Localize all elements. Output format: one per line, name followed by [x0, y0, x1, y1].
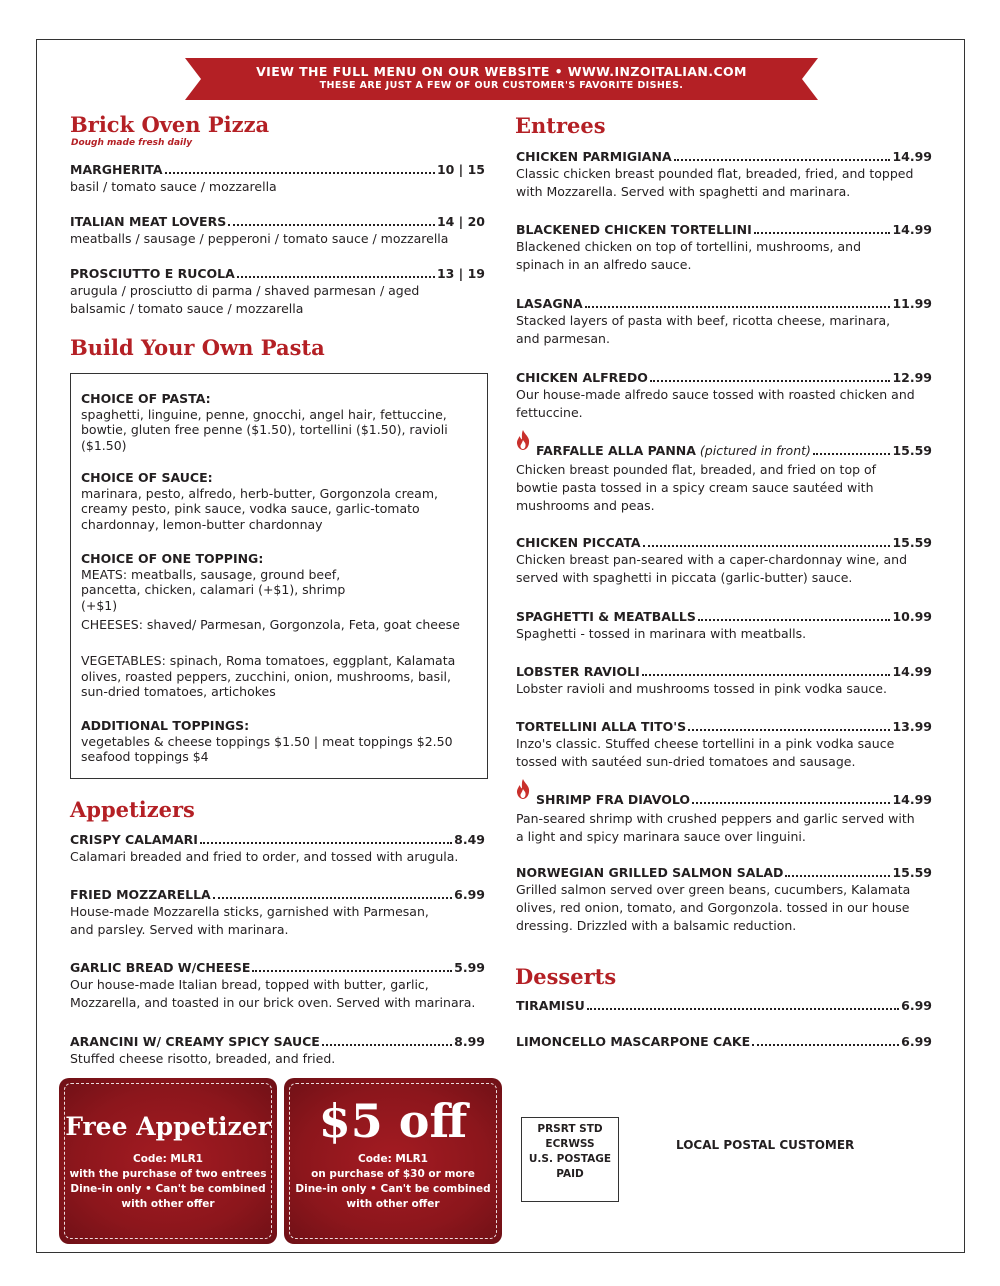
menu-item: [516, 664, 932, 698]
coupon-line-3: with other offer: [121, 1198, 215, 1210]
item-price: 8.49: [454, 832, 485, 847]
item-price: 11.99: [892, 296, 932, 311]
item-price: 14.99: [892, 149, 932, 164]
menu-item: [516, 149, 932, 201]
choice-pasta-text: spaghetti, linguine, penne, gnocchi, angel hair, fettuccine, bowtie, gluten free penne ($1.50), tortellini ($1.50), ravioli ($1.50): [81, 406, 448, 453]
item-description: meatballs / sausage / pepperoni / tomato sauce / mozzarella: [70, 231, 449, 246]
local-postal-customer: LOCAL POSTAL CUSTOMER: [676, 1138, 855, 1152]
coupon-line-1: on purchase of $30 or more: [311, 1168, 475, 1180]
item-name: BLACKENED CHICKEN TORTELLINI: [516, 222, 752, 237]
item-name: SPAGHETTI & MEATBALLS: [516, 609, 696, 624]
item-name: LASAGNA: [516, 296, 583, 311]
pizza-note: Dough made fresh daily: [71, 138, 193, 148]
choice-pasta-heading: CHOICE OF PASTA:: [81, 391, 211, 406]
item-price: 13.99: [892, 719, 932, 734]
item-description: arugula / prosciutto di parma / shaved parmesan / aged balsamic / tomato sauce / mozzarella: [70, 283, 420, 316]
menu-item: [516, 1034, 932, 1049]
coupon-free-appetizer[interactable]: [59, 1078, 277, 1244]
item-note: (pictured in front): [699, 443, 811, 458]
item-price: 14.99: [892, 664, 932, 679]
item-description: Blackened chicken on top of tortellini, mushrooms, and spinach in an alfredo sauce.: [516, 239, 862, 272]
choice-of-topping: [81, 551, 481, 613]
postage-line-1: PRSRT STD: [537, 1123, 603, 1135]
coupon-line-1: with the purchase of two entrees: [69, 1168, 267, 1180]
banner-line-2: THESE ARE JUST A FEW OF OUR CUSTOMER'S FAVORITE DISHES.: [319, 80, 684, 91]
item-description: Our house-made alfredo sauce tossed with roasted chicken and fettuccine.: [516, 387, 915, 420]
menu-item: [70, 960, 485, 1012]
item-name: MARGHERITA: [70, 162, 163, 177]
coupon-line-2: Dine-in only • Can't be combined: [70, 1183, 266, 1195]
item-price: 5.99: [454, 960, 485, 975]
additional-line-2: seafood toppings $4: [81, 749, 209, 764]
item-name: PROSCIUTTO E RUCOLA: [70, 266, 235, 281]
item-price: 6.99: [901, 1034, 932, 1049]
coupon-five-off[interactable]: [284, 1078, 502, 1244]
item-price: 15.59: [892, 535, 932, 550]
menu-item: [70, 162, 485, 196]
choice-sauce-heading: CHOICE OF SAUCE:: [81, 470, 213, 485]
item-price: 8.99: [454, 1034, 485, 1049]
item-price: 14.99: [892, 222, 932, 237]
additional-toppings: [81, 718, 481, 765]
item-description: basil / tomato sauce / mozzarella: [70, 179, 277, 194]
item-description: Chicken breast pounded flat, breaded, and fried on top of bowtie pasta tossed in a spicy cream sauce sautéed with mushrooms and peas.: [516, 462, 877, 513]
item-name: FARFALLE ALLA PANNA: [536, 443, 696, 458]
flame-icon: [516, 430, 530, 450]
item-name: LIMONCELLO MASCARPONE CAKE: [516, 1034, 751, 1049]
item-price: 12.99: [892, 370, 932, 385]
item-name: SHRIMP FRA DIAVOLO: [536, 792, 690, 807]
item-description: Classic chicken breast pounded flat, breaded, fried, and topped with Mozzarella. Served with spaghetti and marinara.: [516, 166, 914, 199]
menu-item: [516, 296, 932, 348]
appetizers-section-title: Appetizers: [70, 797, 195, 822]
coupon-code: Code: MLR1: [358, 1153, 428, 1165]
website-banner[interactable]: [185, 58, 818, 100]
item-name: TORTELLINI ALLA TITO'S: [516, 719, 687, 734]
item-price: 13 | 19: [436, 266, 485, 281]
item-description: Grilled salmon served over green beans, cucumbers, Kalamata olives, red onion, tomato, and Gorgonzola. tossed in our house dressing. Drizzled with a balsamic reduction.: [516, 882, 911, 933]
menu-item: [516, 535, 932, 587]
item-name: CRISPY CALAMARI: [70, 832, 198, 847]
desserts-section-title: Desserts: [515, 964, 617, 989]
postage-line-4: PAID: [556, 1168, 584, 1180]
item-price: 15.59: [892, 865, 932, 880]
item-name: LOBSTER RAVIOLI: [516, 664, 640, 679]
choice-topping-heading: CHOICE OF ONE TOPPING:: [81, 551, 264, 566]
coupon-headline: Free Appetizer: [65, 1112, 271, 1141]
item-description: Stacked layers of pasta with beef, ricotta cheese, marinara, and parmesan.: [516, 313, 891, 346]
menu-item: [516, 609, 932, 643]
choice-of-sauce: [81, 470, 481, 532]
additional-line-1: vegetables & cheese toppings $1.50 | meat toppings $2.50: [81, 733, 453, 749]
menu-item: [70, 832, 485, 866]
cheeses-text: CHEESES: shaved/ Parmesan, Gorgonzola, Feta, goat cheese: [81, 617, 460, 632]
build-your-own-pasta-box: [70, 373, 488, 779]
item-name: FRIED MOZZARELLA: [70, 887, 211, 902]
postage-line-3: U.S. POSTAGE: [528, 1153, 612, 1165]
item-description: Spaghetti - tossed in marinara with meatballs.: [516, 626, 807, 641]
pizza-section-title: Brick Oven Pizza: [70, 112, 270, 137]
menu-item: [70, 1034, 485, 1068]
choice-of-pasta: [81, 391, 481, 453]
item-description: Our house-made Italian bread, topped with butter, garlic, Mozzarella, and toasted in our brick oven. Served with marinara.: [70, 977, 476, 1010]
menu-item: [70, 887, 485, 939]
item-description: Inzo's classic. Stuffed cheese tortellini in a pink vodka sauce tossed with sautéed sun-dried tomatoes and sausage.: [516, 736, 895, 769]
item-description: Lobster ravioli and mushrooms tossed in pink vodka sauce.: [516, 681, 887, 696]
item-name: GARLIC BREAD W/CHEESE: [70, 960, 251, 975]
menu-item: [516, 865, 932, 935]
banner-line-1: VIEW THE FULL MENU ON OUR WEBSITE • WWW.INZOITALIAN.COM: [256, 64, 747, 79]
item-name: CHICKEN PICCATA: [516, 535, 641, 550]
item-description: Stuffed cheese risotto, breaded, and fried.: [70, 1051, 336, 1066]
item-price: 14.99: [892, 792, 932, 807]
vegetables-text: VEGETABLES: spinach, Roma tomatoes, eggplant, Kalamata olives, roasted peppers, zucchini, onion, mushrooms, basil, sun-dried tomatoes, artichokes: [81, 653, 456, 699]
entrees-section-title: Entrees: [515, 113, 606, 138]
coupon-line-2: Dine-in only • Can't be combined: [295, 1183, 491, 1195]
menu-item: [516, 370, 932, 422]
postage-line-2: ECRWSS: [545, 1138, 595, 1150]
postage-indicia: [521, 1117, 619, 1202]
coupon-code: Code: MLR1: [133, 1153, 203, 1165]
additional-heading: ADDITIONAL TOPPINGS:: [81, 718, 250, 733]
item-price: 6.99: [901, 998, 932, 1013]
menu-item: [516, 719, 932, 771]
choice-sauce-text: marinara, pesto, alfredo, herb-butter, Gorgonzola cream, creamy pesto, pink sauce, vodka sauce, garlic-tomato chardonnay, lemon-butter chardonnay: [81, 485, 438, 532]
coupon-headline: $5 off: [318, 1094, 468, 1148]
item-name: NORWEGIAN GRILLED SALMON SALAD: [516, 865, 784, 880]
item-description: Pan-seared shrimp with crushed peppers and garlic served with a light and spicy marinara sauce over linguini.: [516, 811, 915, 844]
menu-item: [536, 443, 932, 458]
item-name: CHICKEN ALFREDO: [516, 370, 648, 385]
item-name: ITALIAN MEAT LOVERS: [70, 214, 227, 229]
coupon-line-3: with other offer: [346, 1198, 440, 1210]
item-name: ARANCINI W/ CREAMY SPICY SAUCE: [70, 1034, 320, 1049]
item-name: TIRAMISU: [516, 998, 585, 1013]
meats-text: MEATS: meatballs, sausage, ground beef, pancetta, chicken, calamari (+$1), shrimp (+$1): [81, 566, 346, 613]
item-description: Chicken breast pan-seared with a caper-chardonnay wine, and served with spaghetti in piccata (garlic-butter) sauce.: [516, 552, 908, 585]
item-price: 6.99: [454, 887, 485, 902]
item-price: 10.99: [892, 609, 932, 624]
item-price: 15.59: [892, 443, 932, 458]
menu-item: [536, 792, 932, 807]
menu-item: [70, 266, 485, 318]
menu-item: [70, 214, 485, 248]
item-name: CHICKEN PARMIGIANA: [516, 149, 672, 164]
item-price: 10 | 15: [436, 162, 485, 177]
item-price: 14 | 20: [436, 214, 485, 229]
pasta-section-title: Build Your Own Pasta: [70, 335, 325, 360]
item-description: Calamari breaded and fried to order, and tossed with arugula.: [70, 849, 459, 864]
menu-item: [516, 222, 932, 274]
flame-icon: [516, 779, 530, 799]
menu-item: [516, 998, 932, 1013]
item-description: House-made Mozzarella sticks, garnished with Parmesan, and parsley. Served with marinara.: [70, 904, 429, 937]
